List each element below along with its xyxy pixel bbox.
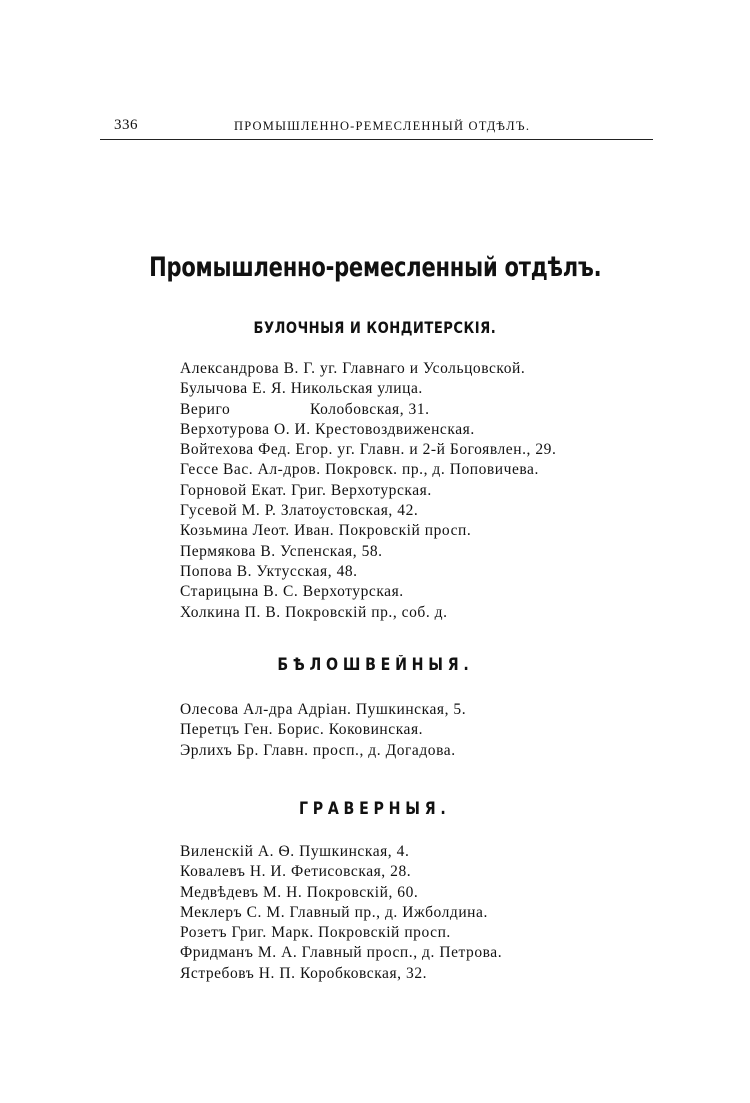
list-item: Холкина П. В. Покровскій пр., соб. д. [180,603,448,621]
list-item: Старицына В. С. Верхотурская. [180,583,404,601]
list-item: Александрова В. Г. уг. Главнаго и Усольцовской. [180,360,526,377]
list-item: Войтехова Фед. Егор. уг. Главн. и 2-й Богоявлен., 29. [180,441,557,459]
list-item: Розетъ Григ. Марк. Покровскій просп. [180,924,451,942]
list-item [180,400,556,420]
list-item: Виленскій А. Ѳ. Пушкинская, 4. [180,843,410,860]
page-number: 336 [114,117,138,133]
section-heading-engravers: ГРАВЕРНЫЯ. [298,799,451,818]
list-item: Козьмина Леот. Иван. Покровскій просп. [180,522,472,540]
list-item: Верхотурова О. И. Крестовоздвиженская. [180,420,475,438]
list-item: Пермякова В. Успенская, 58. [180,542,383,560]
section-heading-seamstresses: БѢЛОШВЕЙНЫЯ. [277,655,474,674]
entry-name: Вериго Колобовская, 31. [180,400,430,418]
engravers-list [180,842,502,984]
bakeries-list [180,359,556,623]
list-item: Перетцъ Ген. Борис. Коковинская. [180,721,424,739]
list-item: Булычова Е. Я. Никольская улица. [180,380,423,398]
list-item: Ястребовъ Н. П. Коробковская, 32. [180,964,428,982]
list-item: Горновой Екат. Григ. Верхотурская. [180,481,432,499]
running-title: ПРОМЫШЛЕННО-РЕМЕСЛЕННЫЙ ОТДѢЛЪ. [234,119,531,133]
list-item: Олесова Ал-дра Адріан. Пушкинская, 5. [180,701,467,718]
section-heading-bakeries: БУЛОЧНЫЯ И КОНДИТЕРСКІЯ. [253,318,497,337]
list-item: Ковалевъ Н. И. Фетисовская, 28. [180,863,412,881]
seamstresses-list [180,700,466,761]
running-header [100,117,653,140]
list-item: Эрлихъ Бр. Главн. просп., д. Догадова. [180,741,456,759]
list-item: Гусевой М. Р. Златоустовская, 42. [180,502,419,520]
list-item: Попова В. Уктусская, 48. [180,562,358,580]
list-item: Фридманъ М. А. Главный просп., д. Петрова. [180,944,503,962]
list-item: Гессе Вас. Ал-дров. Покровск. пр., д. Поповичева. [180,461,539,479]
chapter-title: Промышленно-ремесленный отдѣлъ. [149,252,602,283]
list-item: Медвѣдевъ М. Н. Покровскій, 60. [180,883,419,901]
list-item: Меклеръ С. М. Главный пр., д. Ижболдина. [180,903,488,921]
